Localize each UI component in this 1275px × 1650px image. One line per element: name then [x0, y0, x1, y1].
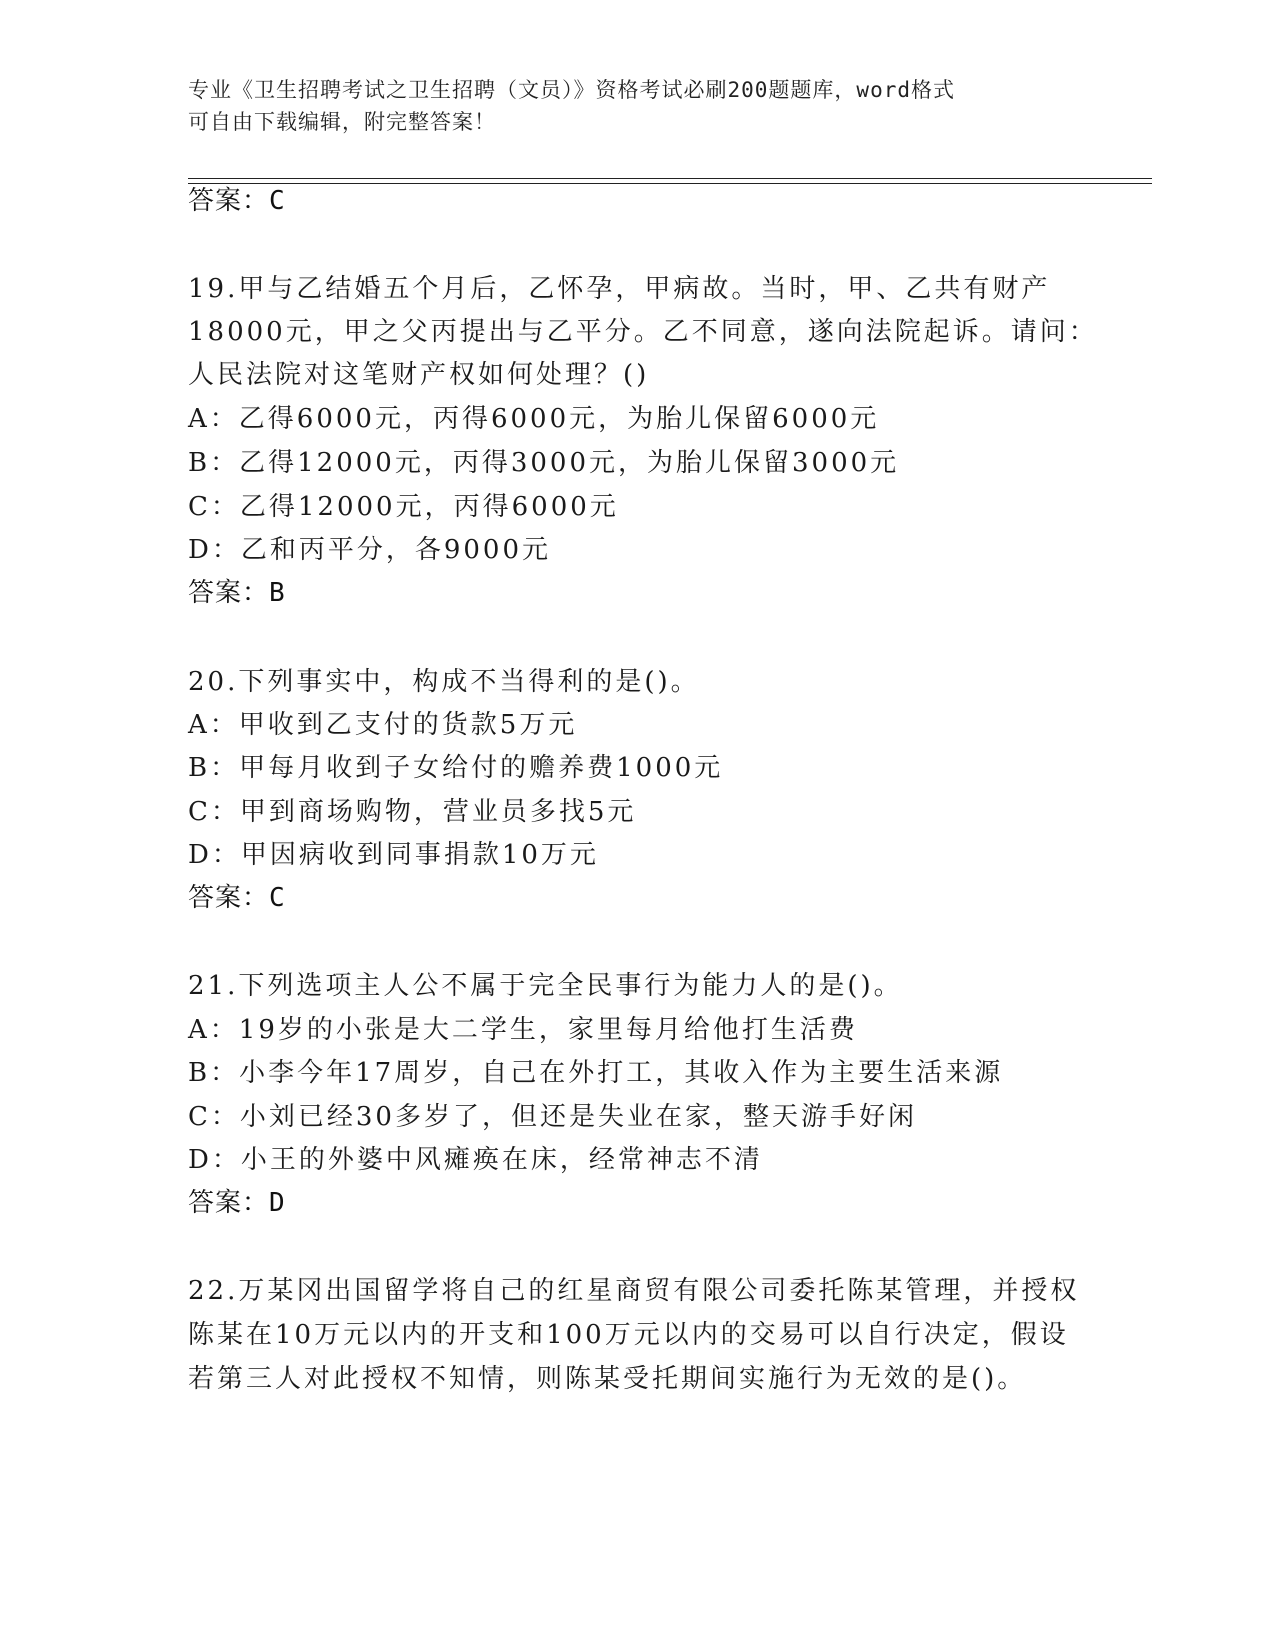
- answer-20: 答案：C: [188, 883, 286, 913]
- header-divider-top: [188, 178, 1152, 179]
- question-22-line-2: 陈某在10万元以内的开支和100万元以内的交易可以自行决定，假设: [188, 1320, 1069, 1350]
- header-line-1: 专业《卫生招聘考试之卫生招聘（文员）》资格考试必刷200题题库，word格式: [188, 78, 955, 102]
- question-21-option-c: C：小刘已经30多岁了，但还是失业在家，整天游手好闲: [188, 1102, 917, 1132]
- question-19-option-d: D：乙和丙平分，各9000元: [188, 535, 552, 565]
- question-22-line-1: 22.万某冈出国留学将自己的红星商贸有限公司委托陈某管理，并授权: [188, 1276, 1080, 1306]
- answer-19: 答案：B: [188, 578, 286, 608]
- question-20-option-c: C：甲到商场购物，营业员多找5元: [188, 797, 637, 827]
- header-line-2: 可自由下载编辑，附完整答案！: [188, 110, 496, 134]
- question-19-option-c: C：乙得12000元，丙得6000元: [188, 492, 619, 522]
- question-19-option-b: B：乙得12000元，丙得3000元，为胎儿保留3000元: [188, 448, 900, 478]
- header-divider-bottom: [188, 183, 1152, 184]
- question-19-line-2: 18000元，甲之父丙提出与乙平分。乙不同意，遂向法院起诉。请问：: [188, 317, 1098, 347]
- question-21-option-a: A：19岁的小张是大二学生，家里每月给他打生活费: [188, 1015, 858, 1045]
- question-21-option-b: B：小李今年17周岁，自己在外打工，其收入作为主要生活来源: [188, 1058, 1004, 1088]
- question-19-line-3: 人民法院对这笔财产权如何处理？(): [188, 360, 650, 390]
- question-20-option-d: D：甲因病收到同事捐款10万元: [188, 840, 599, 870]
- answer-18: 答案：C: [188, 186, 286, 216]
- question-19-line-1: 19.甲与乙结婚五个月后，乙怀孕，甲病故。当时，甲、乙共有财产: [188, 274, 1051, 304]
- question-21-line-1: 21.下列选项主人公不属于完全民事行为能力人的是()。: [188, 971, 903, 1001]
- question-20-line-1: 20.下列事实中，构成不当得利的是()。: [188, 667, 700, 697]
- question-21-option-d: D：小王的外婆中风瘫痪在床，经常神志不清: [188, 1145, 763, 1175]
- question-20-option-a: A：甲收到乙支付的货款5万元: [188, 710, 578, 740]
- answer-21: 答案：D: [188, 1188, 286, 1218]
- question-20-option-b: B：甲每月收到子女给付的赡养费1000元: [188, 753, 724, 783]
- question-22-line-3: 若第三人对此授权不知情，则陈某受托期间实施行为无效的是()。: [188, 1364, 1027, 1394]
- document-header: [188, 74, 1068, 138]
- question-19-option-a: A：乙得6000元，丙得6000元，为胎儿保留6000元: [188, 404, 880, 434]
